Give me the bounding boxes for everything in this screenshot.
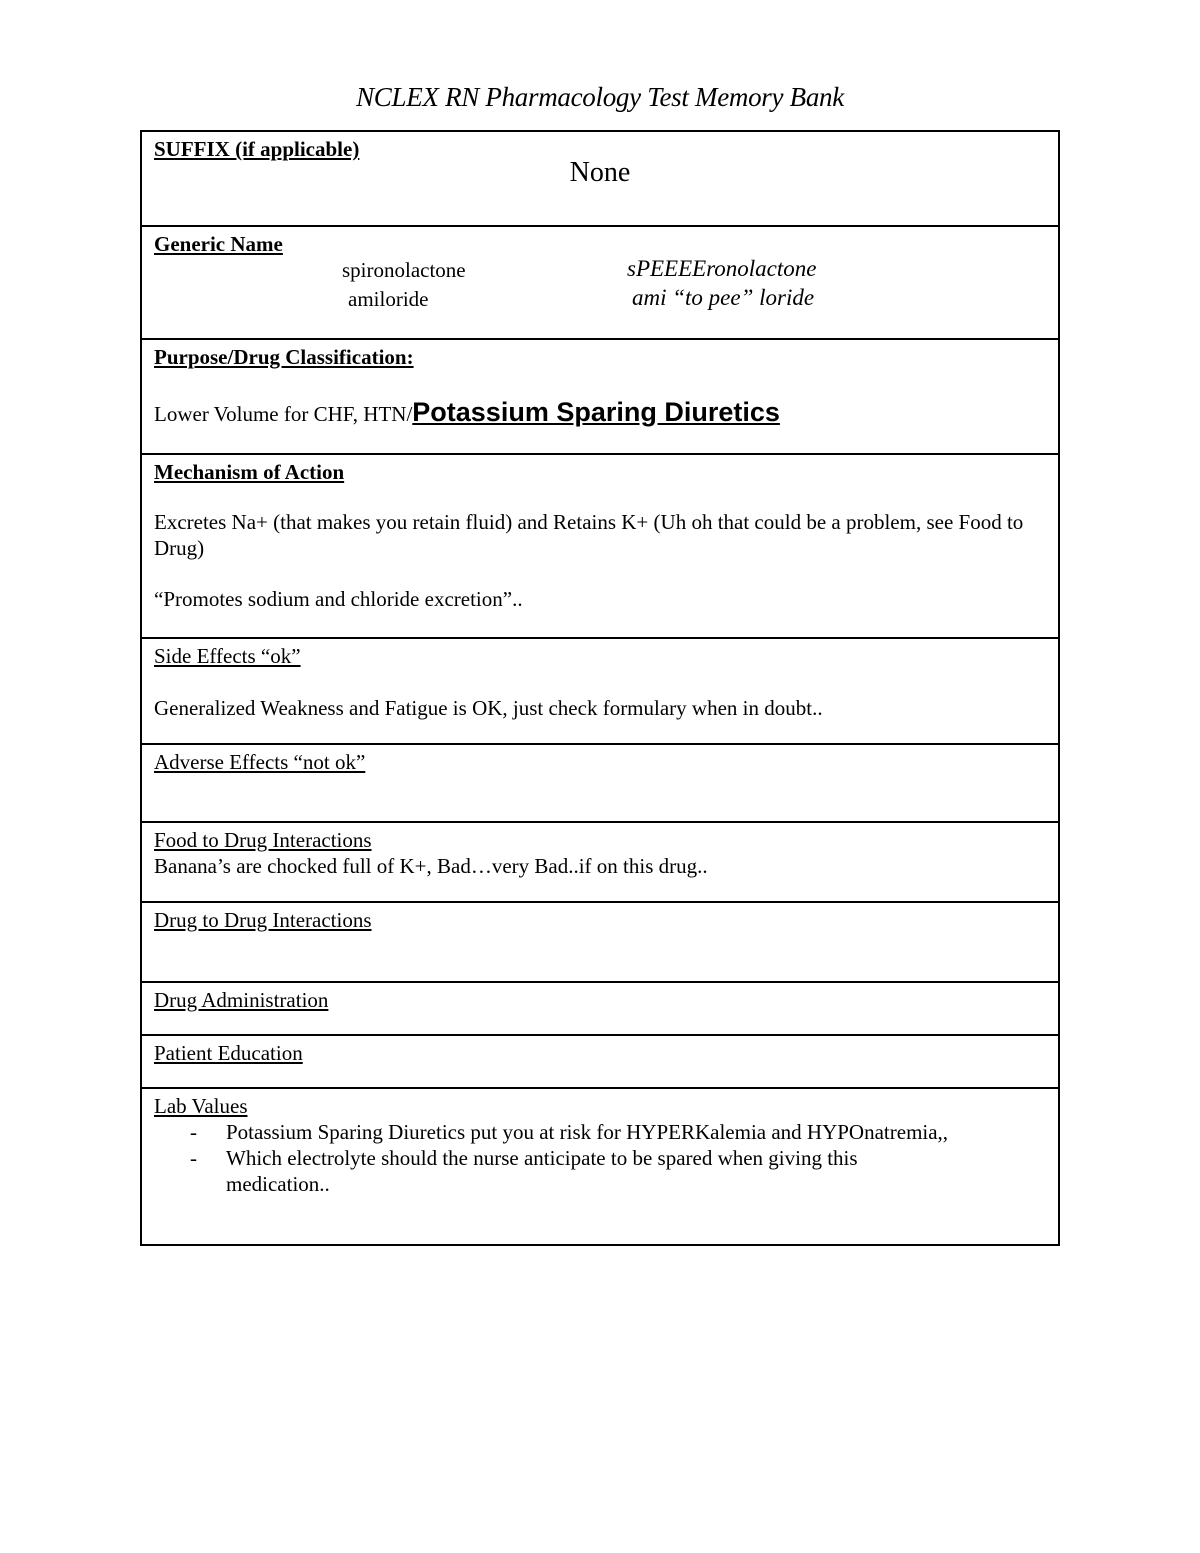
food-drug-row [142, 823, 1058, 903]
mechanism-quote: “Promotes sodium and chloride excretion”.. [154, 587, 523, 611]
suffix-row [142, 132, 1058, 227]
generic-drug-mnemonic: ami “to pee” loride [632, 285, 815, 310]
side-effects-label: Side Effects “ok” [154, 644, 301, 668]
drug-classification: Potassium Sparing Diuretics [412, 397, 780, 427]
side-effects-row [142, 639, 1058, 745]
mechanism-description: Excretes Na+ (that makes you retain fluid) and Retains K+ (Uh oh that could be a problem, see Food to Drug) [154, 510, 1024, 560]
lab-values-item: - Potassium Sparing Diuretics put you at risk for HYPERKalemia and HYPOnatremia,, [154, 1119, 1046, 1145]
adverse-effects-row [142, 745, 1058, 823]
generic-drug-name: amiloride [348, 287, 429, 311]
mechanism-label: Mechanism of Action [154, 460, 345, 484]
food-drug-label: Food to Drug Interactions [154, 828, 372, 852]
administration-label: Drug Administration [154, 988, 329, 1012]
education-label: Patient Education [154, 1041, 303, 1065]
administration-row [142, 983, 1058, 1036]
purpose-row [142, 340, 1058, 455]
suffix-value: None [569, 157, 631, 188]
drug-drug-label: Drug to Drug Interactions [154, 908, 372, 932]
drug-drug-row [142, 903, 1058, 983]
lab-values-label: Lab Values [154, 1094, 248, 1118]
generic-name-label: Generic Name [154, 232, 283, 256]
lab-values-item: - Which electrolyte should the nurse anticipate to be spared when giving this medication.. [154, 1145, 1046, 1197]
generic-name-row [142, 227, 1058, 340]
lab-values-list [154, 1119, 1046, 1197]
lab-values-row [142, 1089, 1058, 1244]
generic-drug-mnemonic: sPEEEEronolactone [627, 256, 817, 281]
generic-drug-name: spironolactone [342, 258, 466, 282]
side-effects-text: Generalized Weakness and Fatigue is OK, just check formulary when in doubt.. [154, 696, 823, 720]
food-drug-text: Banana’s are chocked full of K+, Bad…very Bad..if on this drug.. [154, 854, 708, 878]
education-row [142, 1036, 1058, 1089]
purpose-text: Lower Volume for CHF, HTN/ [154, 402, 413, 426]
mechanism-row [142, 455, 1058, 639]
purpose-line [154, 399, 1046, 427]
purpose-label: Purpose/Drug Classification: [154, 345, 414, 369]
document-title: NCLEX RN Pharmacology Test Memory Bank [356, 82, 844, 112]
memory-bank-table [140, 130, 1060, 1246]
suffix-label: SUFFIX (if applicable) [154, 137, 360, 161]
adverse-effects-label: Adverse Effects “not ok” [154, 750, 366, 774]
